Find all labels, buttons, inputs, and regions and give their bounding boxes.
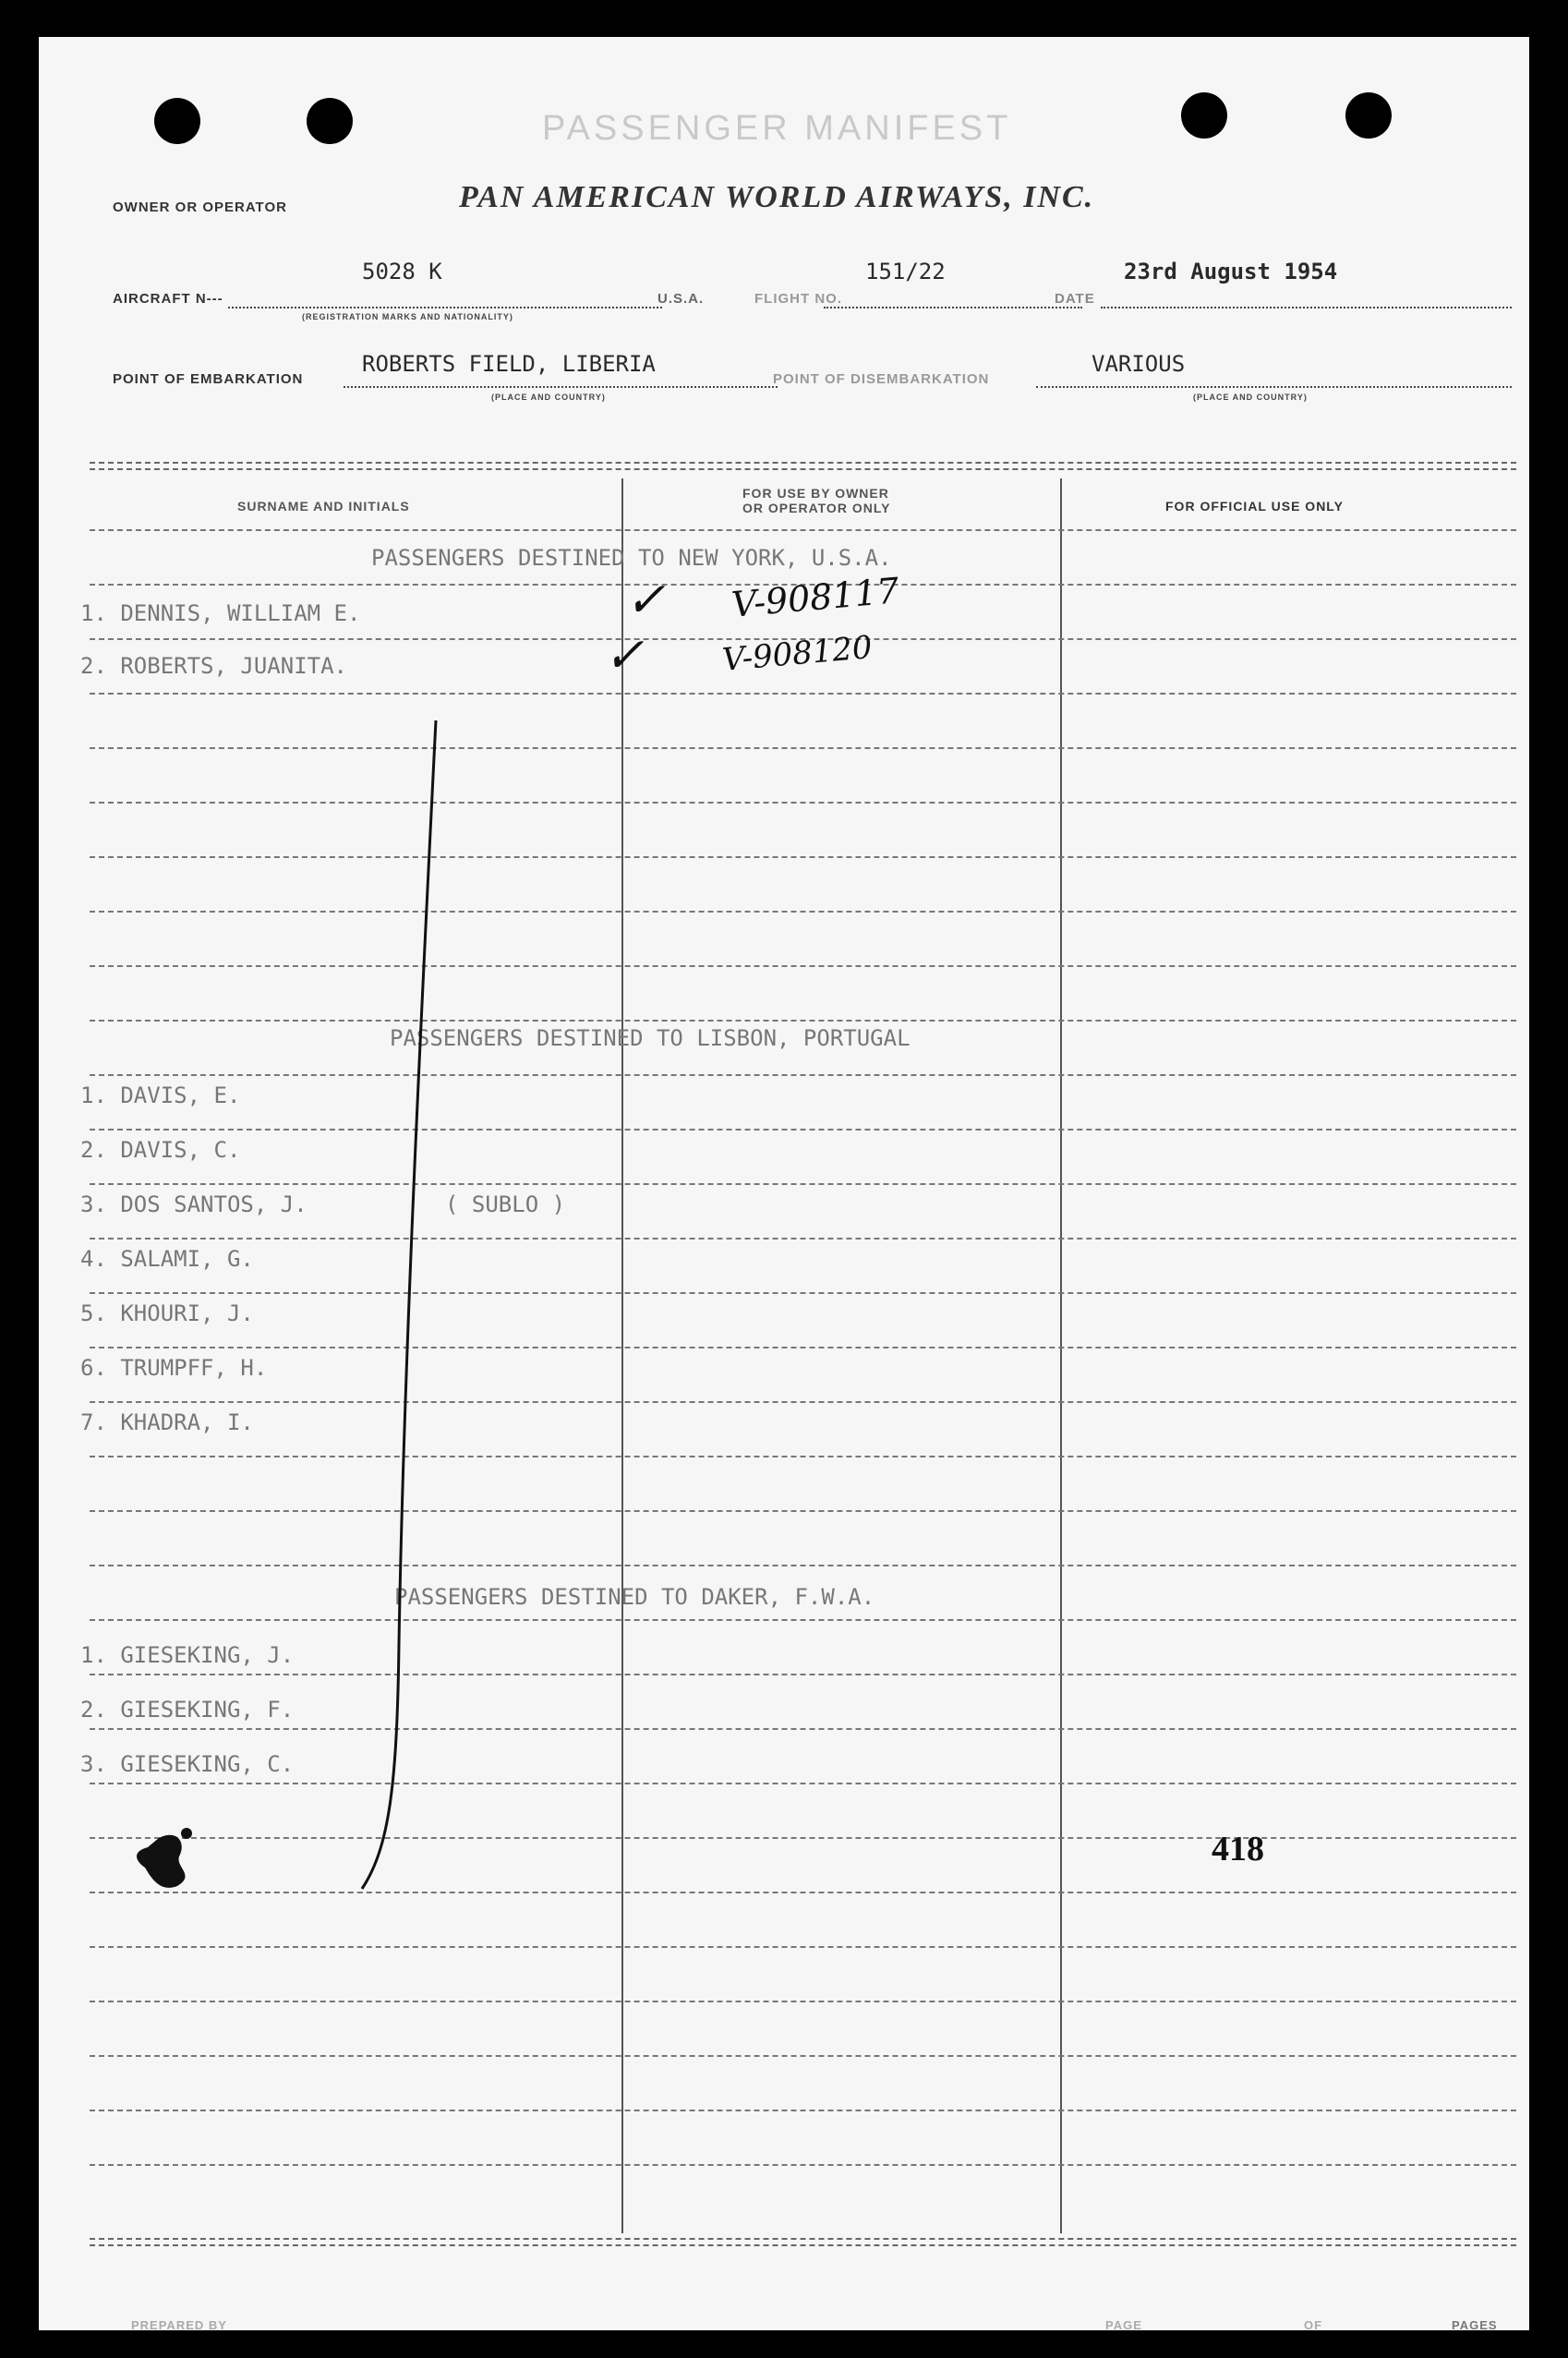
row-rule [90,747,1516,749]
row-rule [90,1238,1516,1239]
passenger-row: 2. GIESEKING, F. [80,1697,295,1723]
passenger-row: 3. DOS SANTOS, J. [80,1191,308,1217]
aircraft-label: AIRCRAFT N--- [113,291,223,307]
row-rule [90,1837,1516,1839]
stamp-number: 418 [1212,1830,1264,1868]
passenger-row: 3. GIESEKING, C. [80,1751,295,1777]
date-value: 23rd August 1954 [1124,259,1338,284]
ink-smudge [94,1810,214,1893]
row-rule [90,1619,1516,1621]
col-owner-header-1: FOR USE BY OWNER [742,486,889,501]
passenger-row: 2. ROBERTS, JUANITA. [80,653,347,679]
page-label: PAGE [1105,2318,1142,2330]
handwritten-note: V-908117 [730,570,901,625]
row-rule [90,2164,1516,2166]
bracket-line [334,720,473,1903]
row-rule [90,1347,1516,1348]
check-mark-icon: ✓ [604,628,645,683]
row-rule [90,1074,1516,1076]
passenger-remark: ( SUBLO ) [445,1191,566,1217]
handwritten-note: V-908120 [720,628,874,680]
aircraft-value: 5028 K [362,259,442,284]
row-rule [90,1456,1516,1457]
row-rule [90,1020,1516,1022]
owner-label: OWNER OR OPERATOR [113,200,287,215]
place-country-note: (PLACE AND COUNTRY) [491,393,606,402]
row-rule [90,1783,1516,1784]
col-surname-header: SURNAME AND INITIALS [237,499,410,514]
row-rule [90,1129,1516,1131]
disembarkation-label: POINT OF DISEMBARKATION [773,371,990,387]
embarkation-label: POINT OF EMBARKATION [113,371,304,387]
manifest-title: PASSENGER MANIFEST [542,109,1012,148]
group-heading-lisbon: PASSENGERS DESTINED TO LISBON, PORTUGAL [390,1025,911,1051]
passenger-row: 1. DENNIS, WILLIAM E. [80,600,361,626]
row-rule [90,1565,1516,1566]
punch-hole [307,98,353,144]
row-rule [90,1401,1516,1403]
passenger-row: 6. TRUMPFF, H. [80,1355,268,1381]
row-rule [90,1183,1516,1185]
place-country-note-2: (PLACE AND COUNTRY) [1193,393,1308,402]
embarkation-value: ROBERTS FIELD, LIBERIA [362,351,656,377]
row-rule [90,1946,1516,1948]
row-rule [90,2110,1516,2111]
passenger-row: 5. KHOURI, J. [80,1300,254,1326]
flight-label: FLIGHT NO. [754,291,842,307]
row-rule [90,529,1516,531]
flight-value: 151/22 [865,259,946,284]
punch-hole [1181,92,1227,139]
row-rule [90,1728,1516,1730]
passenger-row: 7. KHADRA, I. [80,1409,254,1435]
check-mark-icon: ✓ [625,573,666,628]
group-heading-new-york: PASSENGERS DESTINED TO NEW YORK, U.S.A. [371,545,892,571]
col-owner-header-2: OR OPERATOR ONLY [742,501,891,515]
disembarkation-value: VARIOUS [1092,351,1186,377]
col-official-header: FOR OFFICIAL USE ONLY [1165,499,1344,514]
row-rule [90,1674,1516,1675]
punch-hole [154,98,200,144]
row-rule [90,856,1516,858]
row-rule [90,965,1516,967]
date-label: DATE [1055,291,1095,307]
passenger-row: 4. SALAMI, G. [80,1246,254,1272]
row-rule [90,1892,1516,1893]
row-rule [90,911,1516,913]
registration-note: (REGISTRATION MARKS AND NATIONALITY) [302,312,513,321]
punch-hole [1345,92,1392,139]
passenger-row: 1. GIESEKING, J. [80,1642,295,1668]
row-rule [90,1292,1516,1294]
passenger-row: 1. DAVIS, E. [80,1082,241,1108]
pages-label: PAGES [1452,2318,1498,2330]
row-rule [90,802,1516,804]
of-label: OF [1304,2318,1323,2330]
row-rule [90,2001,1516,2002]
prepared-by-label: PREPARED BY [131,2318,227,2330]
operator-name: PAN AMERICAN WORLD AIRWAYS, INC. [459,180,1095,214]
row-rule [90,2055,1516,2057]
usa-label: U.S.A. [657,291,705,307]
passenger-row: 2. DAVIS, C. [80,1137,241,1163]
row-rule [90,693,1516,695]
manifest-page [39,37,1529,2330]
group-heading-dakar: PASSENGERS DESTINED TO DAKER, F.W.A. [394,1584,875,1610]
row-rule [90,1510,1516,1512]
